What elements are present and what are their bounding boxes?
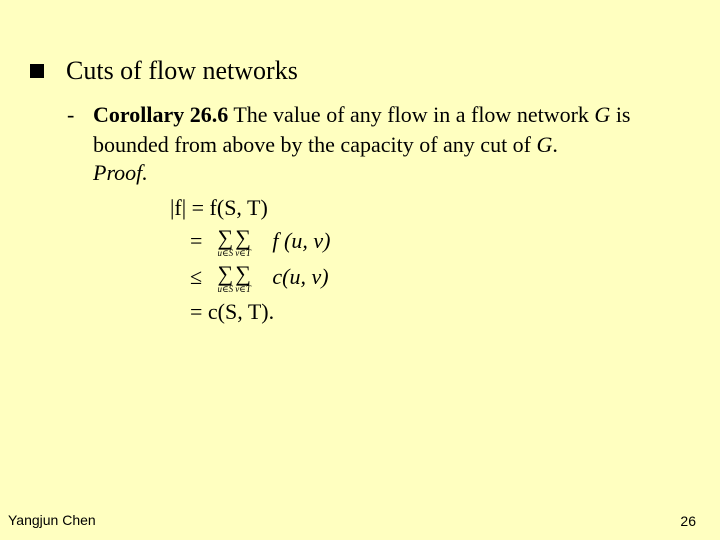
sum-over-v: [235, 261, 251, 294]
corollary-text-1: The value of any flow in a flow network: [228, 102, 595, 127]
sum-over-u: [217, 261, 234, 294]
equation-double-sum-capacity: [190, 261, 329, 294]
proof-label: Proof.: [93, 160, 148, 185]
equation-flow-value: |f| = f(S, T): [170, 195, 268, 220]
sum-over-u: [217, 225, 234, 258]
sigma-icon: ∑: [235, 225, 251, 250]
heading-row: [30, 56, 298, 86]
corollary-var-g: G: [536, 132, 553, 157]
slide-heading: Cuts of flow networks: [66, 56, 298, 85]
flow-expression: f (u, v): [272, 228, 331, 253]
sigma-icon: ∑: [235, 261, 251, 286]
sigma-icon: ∑: [217, 225, 234, 250]
corollary-text-2: is bounded from above by the capacity of any cut of: [93, 102, 631, 157]
less-equal-sign: ≤: [190, 264, 203, 289]
sigma-icon: ∑: [217, 261, 234, 286]
sub-bullet-dash: -: [67, 102, 75, 127]
sum-subscript-u: u∈S: [217, 284, 234, 294]
equation-double-sum-flow: [190, 225, 331, 258]
sum-subscript-v: v∈T: [235, 248, 251, 258]
corollary-var-g: G: [594, 102, 611, 127]
page-number: 26: [680, 513, 696, 529]
capacity-expression: c(u, v): [272, 264, 329, 289]
equals-sign: =: [190, 228, 203, 253]
corollary-label: Corollary 26.6: [93, 102, 229, 127]
footer-author: Yangjun Chen: [8, 512, 96, 528]
sum-subscript-v: v∈T: [235, 284, 251, 294]
equation-cut-capacity: = c(S, T).: [190, 299, 275, 324]
sum-over-v: [235, 225, 251, 258]
corollary-text-3: .: [552, 132, 558, 157]
sum-subscript-u: u∈S: [217, 248, 234, 258]
corollary-statement: [93, 100, 693, 160]
square-bullet-icon: [30, 64, 44, 78]
